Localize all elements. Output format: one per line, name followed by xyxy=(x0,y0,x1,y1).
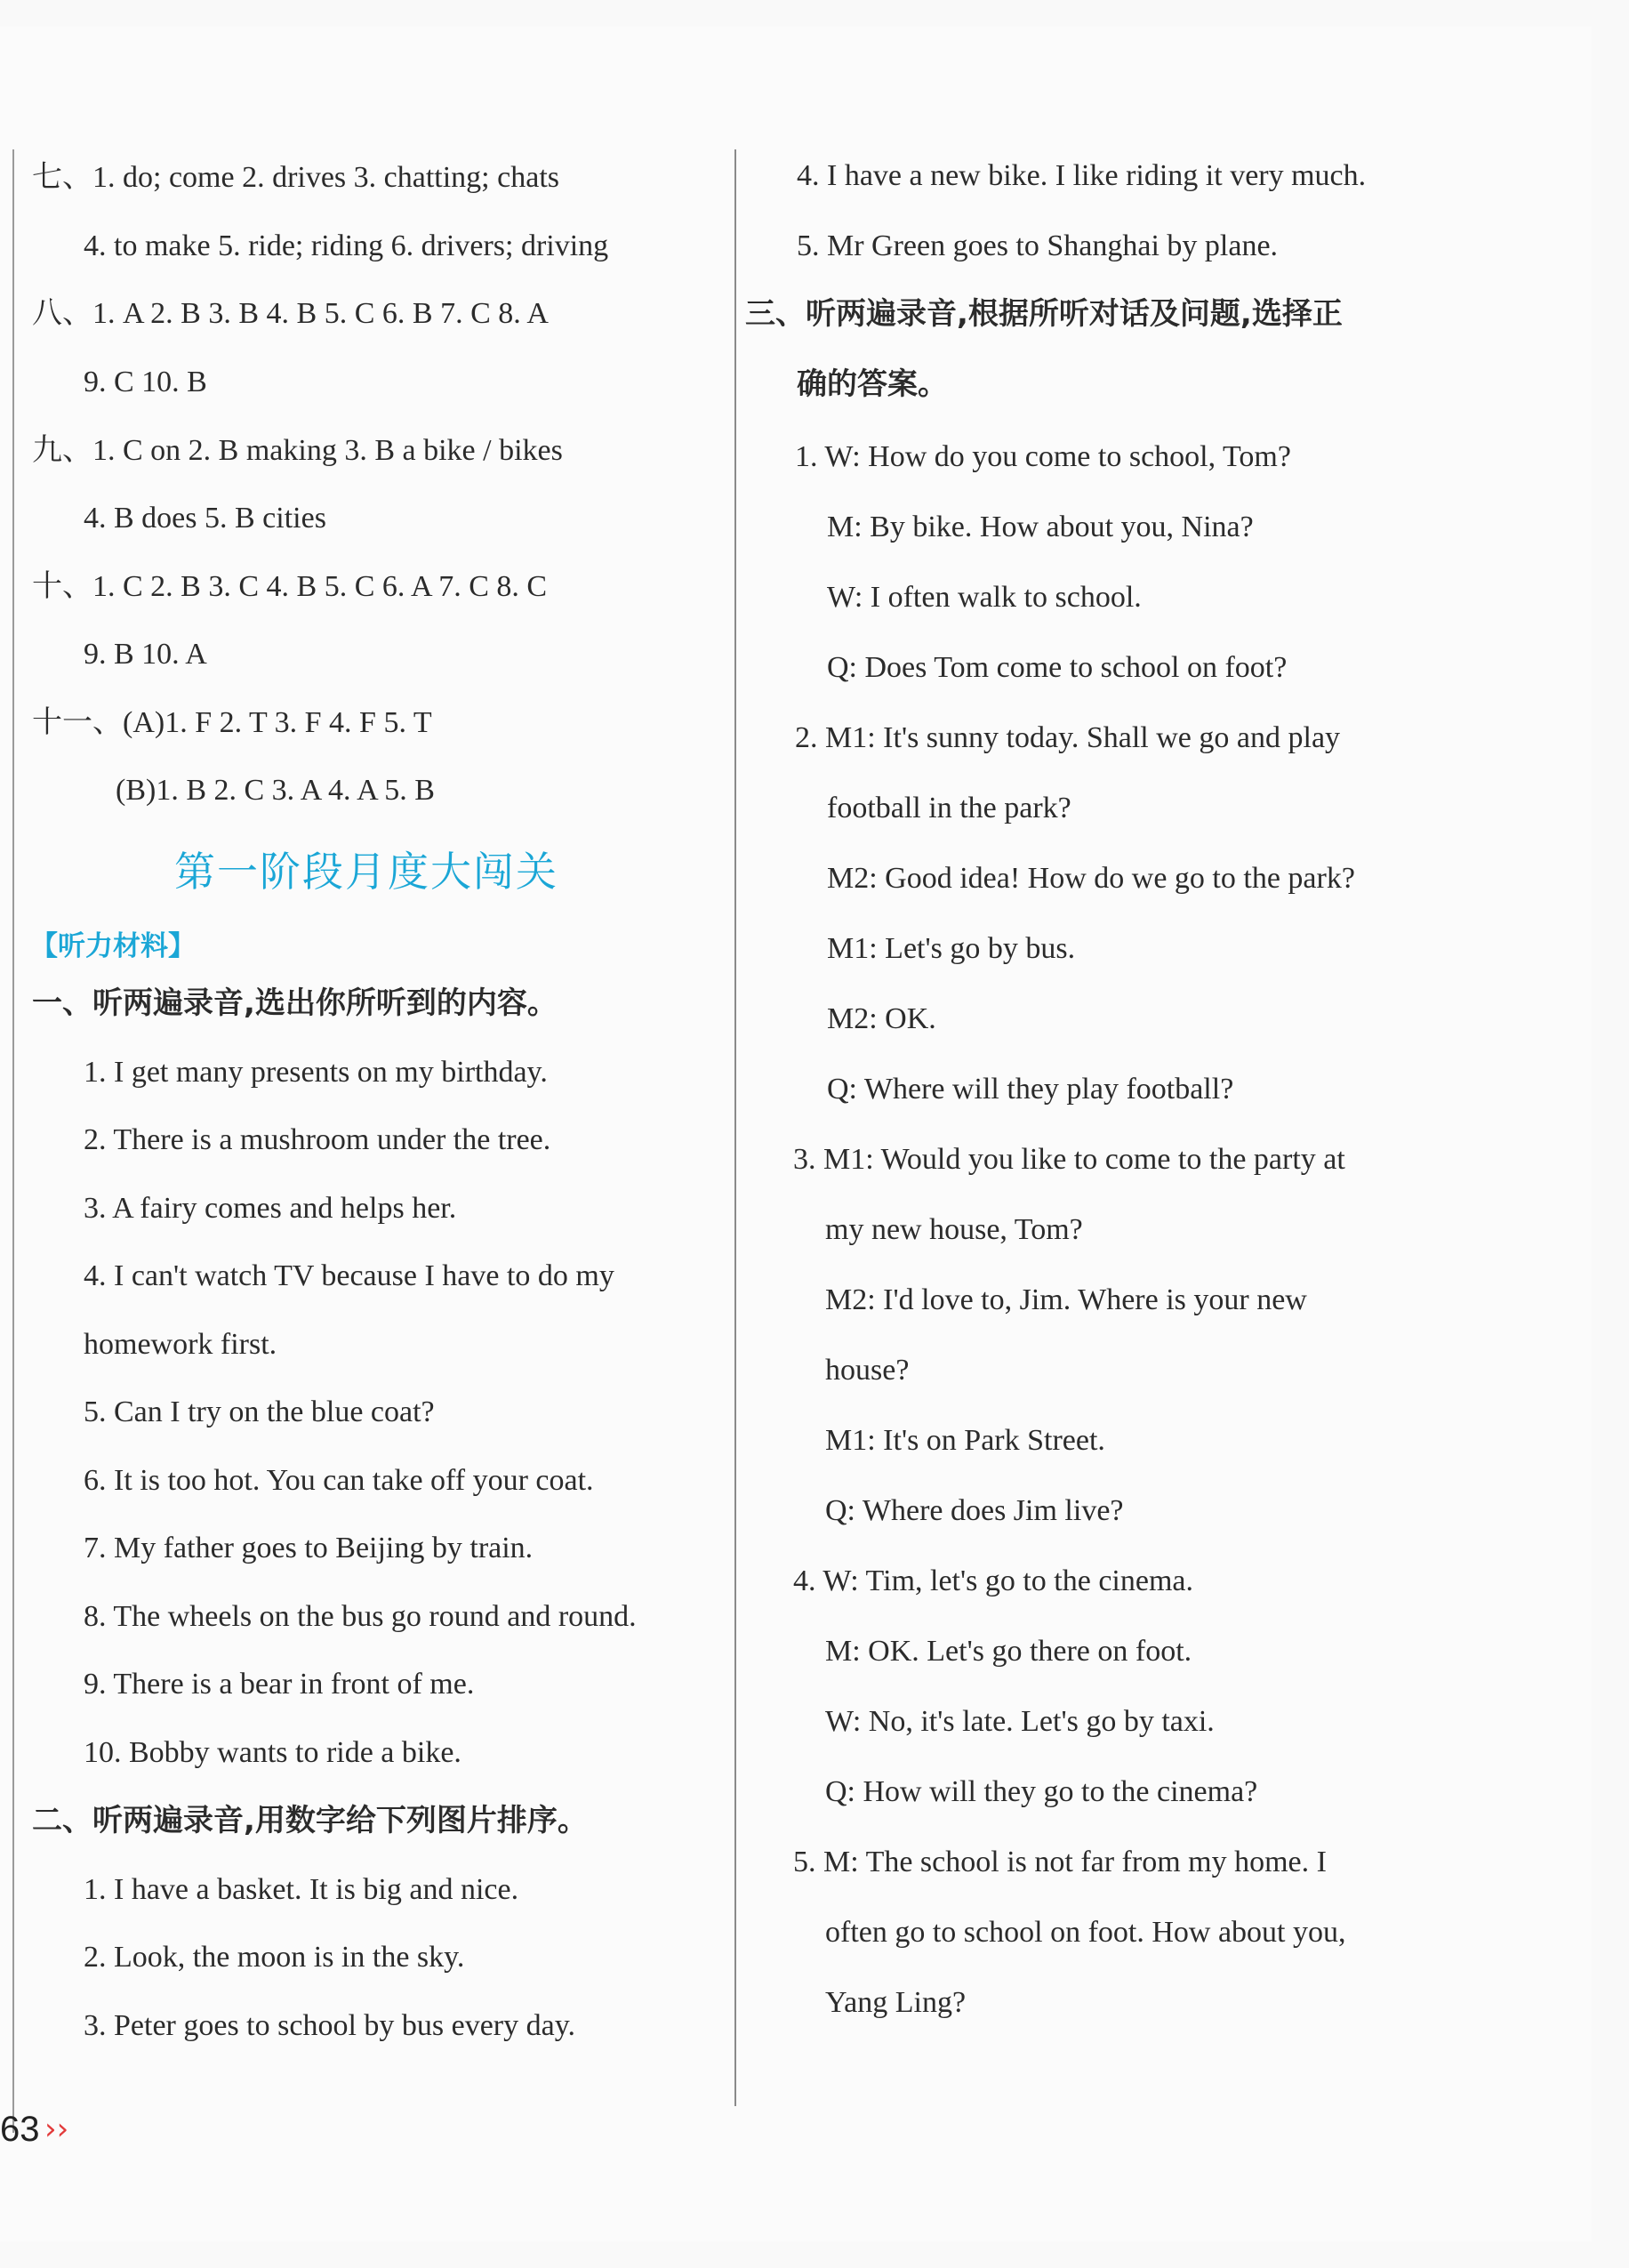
part1-item: 4. I can't watch TV because I have to do my xyxy=(84,1259,614,1292)
dialogue-line: Q: Where does Jim live? xyxy=(825,1494,1124,1527)
part1-item: 1. I get many presents on my birthday. xyxy=(84,1056,548,1089)
dialogue-line: M2: I'd love to, Jim. Where is your new xyxy=(825,1283,1307,1316)
listening-material-tag: 【听力材料】 xyxy=(30,930,196,962)
dialogue-line: often go to school on foot. How about you, xyxy=(825,1916,1346,1949)
left-margin-rule xyxy=(12,149,14,2133)
dialogue-line: Q: Where will they play football? xyxy=(827,1073,1234,1106)
page-number: 63 xyxy=(0,2110,40,2149)
dialogue-line: M1: Let's go by bus. xyxy=(827,932,1076,965)
section-title: 第一阶段月度大闯关 xyxy=(174,848,558,896)
dialogue-line: house? xyxy=(825,1354,910,1387)
dialogue-line: M1: It's on Park Street. xyxy=(825,1424,1105,1457)
dialogue-line: Q: How will they go to the cinema? xyxy=(825,1775,1258,1808)
dialogue-line: 3. M1: Would you like to come to the party at xyxy=(793,1143,1345,1176)
part2-item: 1. I have a basket. It is big and nice. xyxy=(84,1873,519,1906)
dialogue-line: Yang Ling? xyxy=(825,1986,967,2019)
part3-heading-cont: 确的答案。 xyxy=(797,366,948,402)
dialogue-line: M2: OK. xyxy=(827,1002,936,1035)
part1-item: 3. A fairy comes and helps her. xyxy=(84,1192,457,1225)
column-divider xyxy=(734,149,736,2106)
dialogue-line: M2: Good idea! How do we go to the park? xyxy=(827,862,1355,895)
answer-line-8-cont: 9. C 10. B xyxy=(84,366,207,398)
part2-heading: 二、听两遍录音,用数字给下列图片排序。 xyxy=(32,1803,588,1838)
dialogue-line: W: I often walk to school. xyxy=(827,581,1142,614)
part1-item: 10. Bobby wants to ride a bike. xyxy=(84,1736,461,1769)
answer-line-9-cont: 4. B does 5. B cities xyxy=(84,502,326,535)
dialogue-line: Q: Does Tom come to school on foot? xyxy=(827,651,1288,684)
dialogue-line: 2. M1: It's sunny today. Shall we go and play xyxy=(795,721,1341,754)
dialogue-line: 1. W: How do you come to school, Tom? xyxy=(795,440,1291,473)
dialogue-line: 5. M: The school is not far from my home. I xyxy=(793,1846,1327,1878)
part1-item: 8. The wheels on the bus go round and round. xyxy=(84,1600,637,1633)
answer-line-11: 十一、(A)1. F 2. T 3. F 4. F 5. T xyxy=(32,706,432,739)
answer-line-8: 八、1. A 2. B 3. B 4. B 5. C 6. B 7. C 8. A xyxy=(32,297,549,330)
part2-item: 5. Mr Green goes to Shanghai by plane. xyxy=(797,229,1279,262)
part1-item: 2. There is a mushroom under the tree. xyxy=(84,1123,551,1156)
dialogue-line: M: By bike. How about you, Nina? xyxy=(827,511,1254,543)
part2-item: 2. Look, the moon is in the sky. xyxy=(84,1941,465,1974)
part2-item: 3. Peter goes to school by bus every day. xyxy=(84,2009,576,2042)
answer-line-10: 十、1. C 2. B 3. C 4. B 5. C 6. A 7. C 8. C xyxy=(32,570,548,603)
part1-item: 5. Can I try on the blue coat? xyxy=(84,1395,435,1428)
dialogue-line: my new house, Tom? xyxy=(825,1213,1083,1246)
dialogue-line: football in the park? xyxy=(827,792,1071,824)
part1-item: 6. It is too hot. You can take off your coat. xyxy=(84,1464,594,1497)
double-chevron-right-icon: ›› xyxy=(44,2111,69,2147)
answer-line-7-cont: 4. to make 5. ride; riding 6. drivers; driving xyxy=(84,229,609,262)
part1-item: 7. My father goes to Beijing by train. xyxy=(84,1532,534,1564)
dialogue-line: 4. W: Tim, let's go to the cinema. xyxy=(793,1564,1194,1597)
dialogue-line: M: OK. Let's go there on foot. xyxy=(825,1635,1192,1668)
answer-line-11-cont: (B)1. B 2. C 3. A 4. A 5. B xyxy=(116,774,435,807)
part1-heading: 一、听两遍录音,选出你所听到的内容。 xyxy=(32,985,558,1021)
answer-line-9: 九、1. C on 2. B making 3. B a bike / bikes xyxy=(32,434,563,467)
part1-item: 9. There is a bear in front of me. xyxy=(84,1668,475,1701)
dialogue-line: W: No, it's late. Let's go by taxi. xyxy=(825,1705,1215,1738)
part1-item-cont: homework first. xyxy=(84,1328,277,1361)
part2-item: 4. I have a new bike. I like riding it very much. xyxy=(797,159,1367,192)
answer-line-10-cont: 9. B 10. A xyxy=(84,638,207,671)
part3-heading: 三、听两遍录音,根据所听对话及问题,选择正 xyxy=(745,296,1343,332)
answer-line-7: 七、1. do; come 2. drives 3. chatting; chats xyxy=(32,161,559,194)
